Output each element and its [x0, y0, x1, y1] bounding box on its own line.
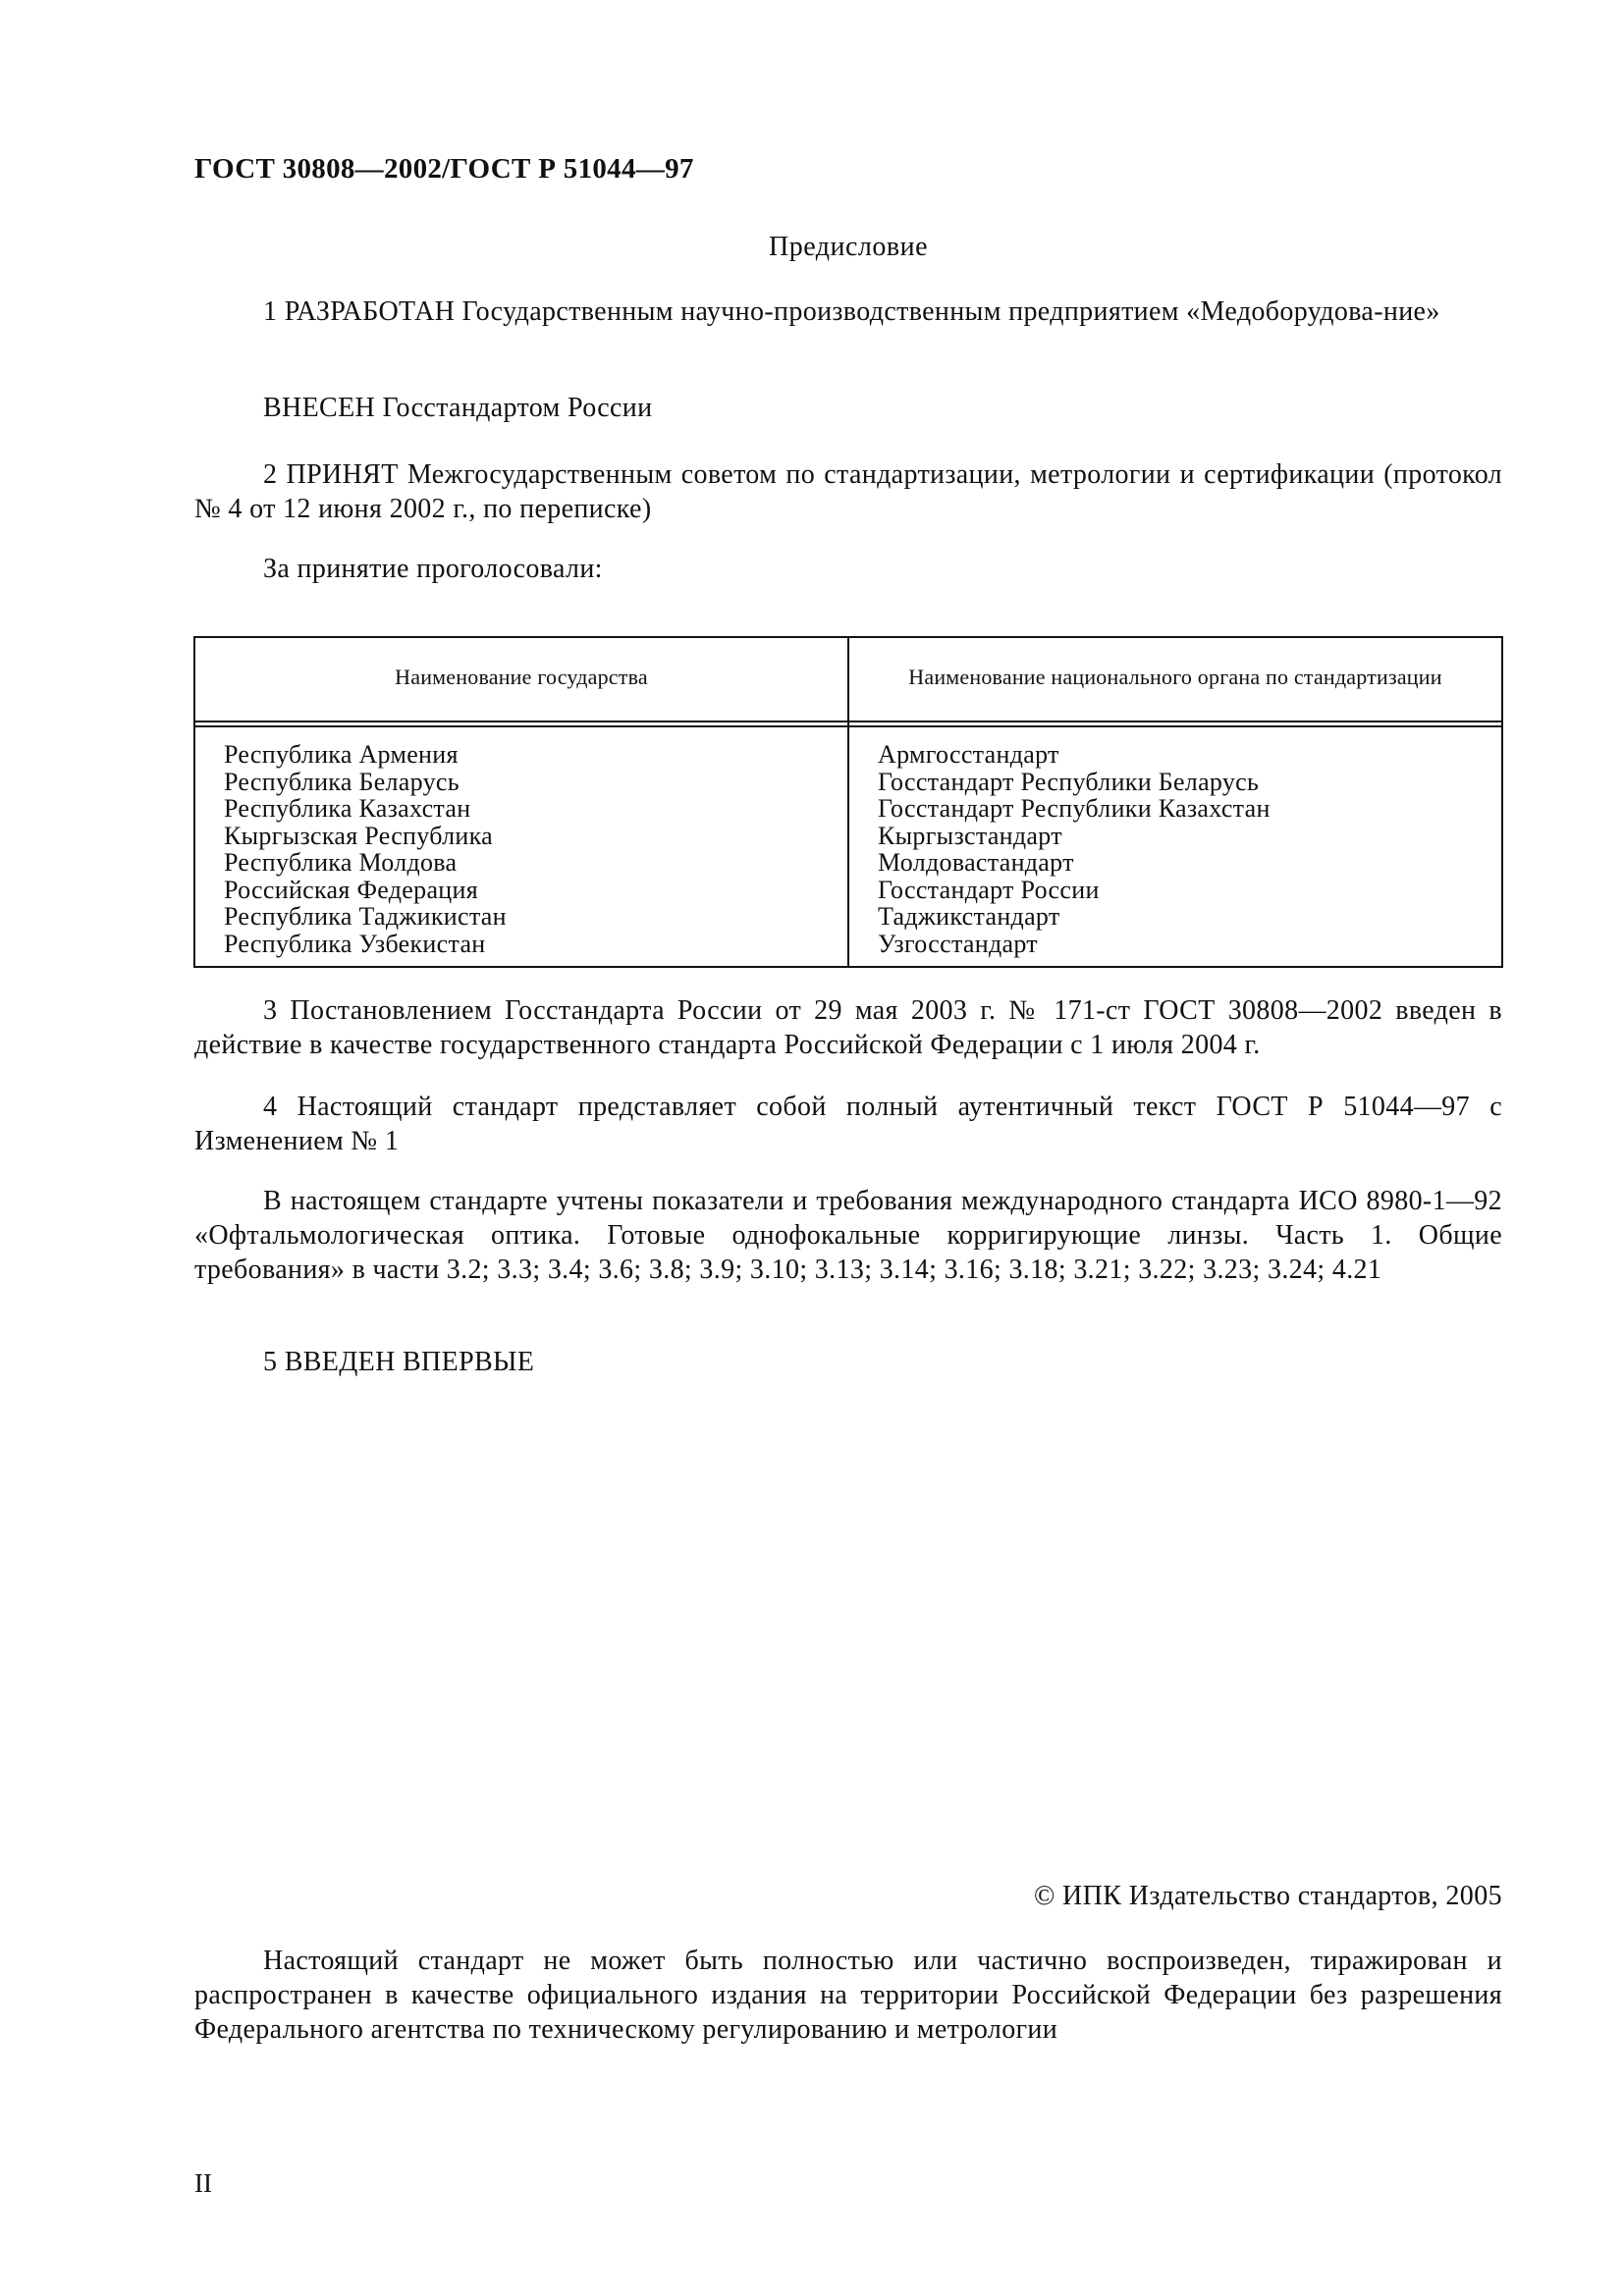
paragraph-enactment: 3 Постановлением Госстандарта России от 29 мая 2003 г. № 171-ст ГОСТ 30808—2002 введен в действие в качестве государственного стандарта Российской Федерации с 1 июля 2004 г.: [194, 995, 1502, 1060]
copyright-notice: © ИПК Издательство стандартов, 2005: [1033, 1881, 1502, 1911]
table-header-rule: [195, 721, 1501, 722]
standards-body-name: Госстандарт Республики Беларусь: [878, 767, 1260, 796]
preface-title: Предисловие: [768, 232, 929, 262]
reproduction-notice: Настоящий стандарт не может быть полностью или частично воспроизведен, тиражирован и распространен в качестве официального издания на территории Российской Федерации без разрешения Федерального агентства по техническому регулированию и метрологии: [194, 1946, 1502, 2045]
voting-table: [193, 636, 1503, 968]
paragraph-developed-by: 1 РАЗРАБОТАН Государственным научно-производственным предприятием «Медоборудова-ние»: [263, 296, 1440, 327]
standards-body-name: Армгосстандарт: [878, 740, 1059, 769]
state-name: Республика Казахстан: [224, 794, 471, 823]
document-id: ГОСТ 30808—2002/ГОСТ Р 51044—97: [194, 153, 694, 185]
state-name: Российская Федерация: [224, 875, 478, 904]
standards-body-name: Кыргызстандарт: [878, 821, 1062, 850]
state-name: Кыргызская Республика: [224, 821, 493, 850]
page-number: II: [194, 2168, 212, 2198]
state-name: Республика Узбекистан: [224, 929, 486, 958]
paragraph-iso-reference: В настоящем стандарте учтены показатели и требования международного стандарта ИСО 8980-1—92 «Офтальмологическая оптика. Готовые однофокальные корригирующие линзы. Часть 1. Общие требования» в части 3.2; 3.3; 3.4; 3.6; 3.8; 3.9; 3.10; 3.13; 3.14; 3.16; 3.18; 3.21; 3.22; 3.23; 3.24; 4.21: [194, 1186, 1502, 1285]
standards-body-list: [878, 741, 1271, 957]
state-name: Республика Молдова: [224, 848, 458, 877]
standards-body-name: Молдовастандарт: [878, 848, 1074, 877]
state-name: Республика Армения: [224, 740, 459, 769]
standards-body-name: Госстандарт Республики Казахстан: [878, 794, 1271, 823]
table-header-state: Наименование государства: [395, 665, 648, 689]
paragraph-voted-for: За принятие проголосовали:: [263, 554, 603, 584]
paragraph-introduced-by: ВНЕСЕН Госстандартом России: [263, 393, 653, 423]
standards-body-name: Узгосстандарт: [878, 929, 1038, 958]
state-name: Республика Беларусь: [224, 767, 460, 796]
standards-body-name: Госстандарт России: [878, 875, 1100, 904]
table-header-rule: [195, 725, 1501, 727]
paragraph-authentic-text: 4 Настоящий стандарт представляет собой полный аутентичный текст ГОСТ Р 51044—97 с Изменением № 1: [194, 1092, 1502, 1156]
standards-body-name: Таджикстандарт: [878, 902, 1060, 931]
paragraph-adopted-by: 2 ПРИНЯТ Межгосударственным советом по стандартизации, метрологии и сертификации (протокол № 4 от 12 июня 2002 г., по переписке): [194, 459, 1502, 524]
state-list: [224, 741, 507, 957]
table-header-standards-body: Наименование национального органа по стандартизации: [908, 665, 1442, 689]
state-name: Республика Таджикистан: [224, 902, 507, 931]
paragraph-first-introduced: 5 ВВЕДЕН ВПЕРВЫЕ: [263, 1347, 535, 1377]
